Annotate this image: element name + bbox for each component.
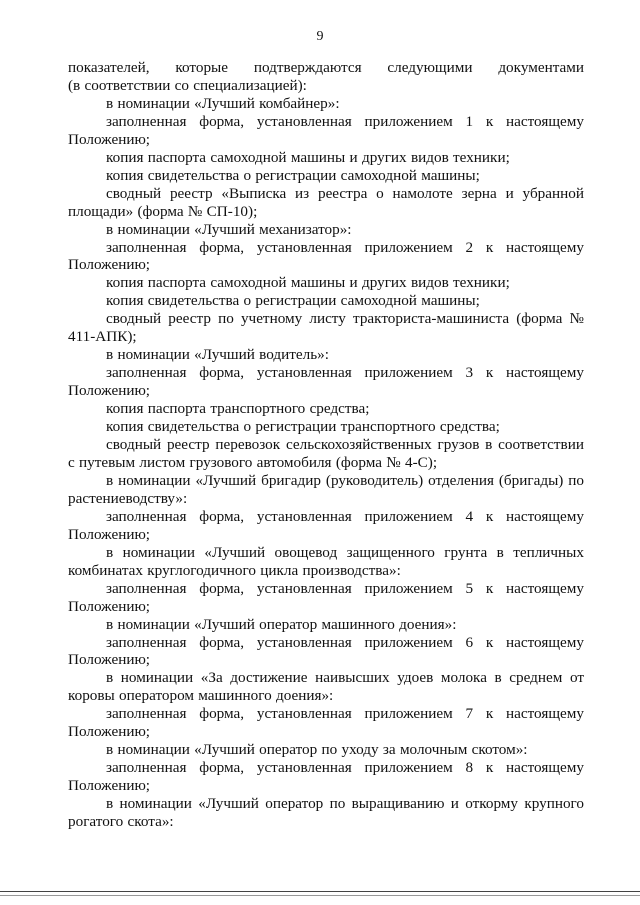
paragraph: в номинации «Лучший овощевод защищенного грунта в тепличных комбинатах круглогодичного цикла производства»:	[68, 543, 584, 579]
paragraph: заполненная форма, установленная приложением 6 к настоящему Положению;	[68, 633, 584, 669]
paragraph: копия паспорта самоходной машины и других видов техники;	[106, 274, 510, 292]
paragraph: сводный реестр перевозок сельскохозяйственных грузов в соответствии с путевым листом грузового автомобиля (форма № 4-С);	[68, 436, 584, 471]
paragraph: сводный реестр по учетному листу тракториста-машиниста (форма № 411-АПК);	[68, 310, 584, 346]
paragraph: заполненная форма, установленная приложением 2 к настоящему Положению;	[68, 238, 584, 274]
paragraph: заполненная форма, установленная приложением 7 к настоящему Положению;	[68, 705, 584, 741]
page-bottom-border-shadow	[0, 895, 640, 896]
paragraph: в номинации «Лучший оператор по уходу за молочным скотом»:	[106, 741, 528, 759]
paragraph: сводный реестр «Выписка из реестра о намолоте зерна и убранной площади» (форма № СП-10);	[68, 184, 584, 220]
paragraph: копия свидетельства о регистрации самоходной машины;	[106, 292, 480, 310]
paragraph: в номинации «Лучший механизатор»:	[106, 220, 352, 238]
paragraph: заполненная форма, установленная приложением 3 к настоящему Положению;	[68, 364, 584, 400]
paragraph: в номинации «Лучший комбайнер»:	[106, 94, 340, 112]
paragraph: заполненная форма, установленная приложением 5 к настоящему Положению;	[68, 579, 584, 615]
page-number: 9	[316, 29, 324, 44]
paragraph: копия свидетельства о регистрации транспортного средства;	[106, 418, 500, 436]
paragraph: заполненная форма, установленная приложением 8 к настоящему Положению;	[68, 759, 584, 795]
document-body	[68, 59, 584, 831]
paragraph: в номинации «Лучший бригадир (руководитель) отделения (бригады) по растениеводству»:	[68, 471, 584, 507]
page-bottom-border	[0, 891, 640, 892]
paragraph: копия паспорта транспортного средства;	[106, 400, 370, 418]
paragraph: в номинации «Лучший оператор по выращиванию и откорму крупного рогатого скота»:	[68, 795, 584, 831]
paragraph: заполненная форма, установленная приложением 4 к настоящему Положению;	[68, 507, 584, 543]
paragraph: в номинации «Лучший водитель»:	[106, 346, 329, 364]
paragraph: заполненная форма, установленная приложением 1 к настоящему Положению;	[68, 112, 584, 148]
paragraph: копия паспорта самоходной машины и других видов техники;	[106, 148, 510, 166]
paragraph: копия свидетельства о регистрации самоходной машины;	[106, 166, 480, 184]
paragraph: в номинации «Лучший оператор машинного доения»:	[106, 615, 457, 633]
paragraph: показателей, которые подтверждаются следующими документами	[68, 59, 584, 76]
paragraph: в номинации «За достижение наивысших удоев молока в среднем от коровы оператором машинного доения»:	[68, 669, 584, 705]
paragraph: (в соответствии со специализацией):	[68, 76, 307, 94]
